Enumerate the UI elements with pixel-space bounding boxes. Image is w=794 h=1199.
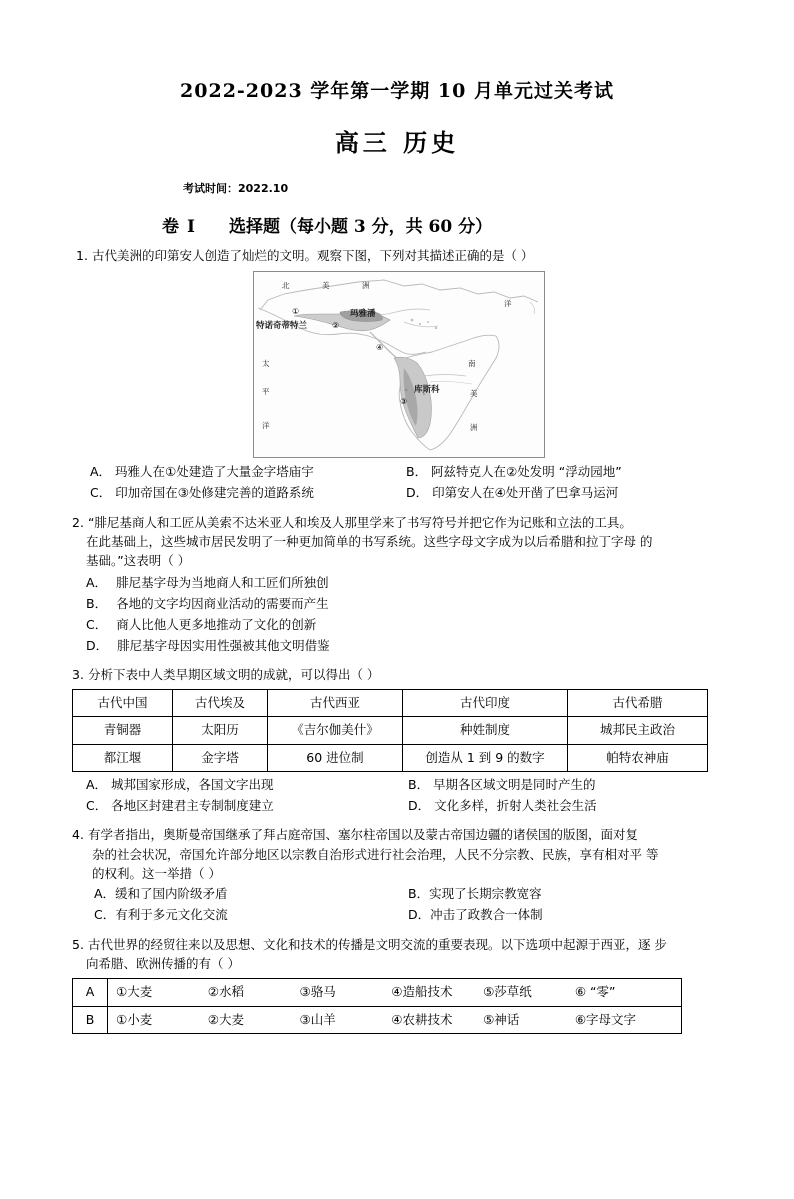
question-3-options-row-2 bbox=[86, 796, 722, 817]
question-2-number: 2. bbox=[72, 514, 84, 530]
question-2-stem-line-2: 在此基础上，这些城市居民发明了一种更加简单的书写系统。这些字母文字成为以后希腊和拉丁字母 的 bbox=[86, 534, 653, 549]
map-label-america-s: 美 bbox=[470, 389, 478, 399]
question-4-options bbox=[72, 884, 722, 925]
question-5-stem-line-1: 古代世界的经贸往来以及思想、文化和技术的传播是文明交流的重要表现。以下选项中起源于西亚，逐 步 bbox=[87, 936, 667, 952]
question-3-option-b[interactable]: B． 早期各区域文明是同时产生的 bbox=[408, 776, 596, 792]
q5-b-item-3: ③山羊 bbox=[299, 1011, 336, 1027]
question-1-option-d[interactable]: D． 印第安人在④处开凿了巴拿马运河 bbox=[406, 485, 619, 500]
question-3-option-c[interactable]: C． 各地区封建君主专制制度建立 bbox=[86, 797, 274, 813]
q3-r2-c4: 创造从 1 到 9 的数字 bbox=[403, 744, 568, 771]
q3-header-greece: 古代希腊 bbox=[568, 690, 708, 717]
table-row bbox=[73, 717, 708, 744]
question-4-number: 4. bbox=[72, 827, 84, 843]
question-3-stem: 分析下表中人类早期区域文明的成就，可以得出（ ） bbox=[87, 666, 380, 682]
q5-row-b-key: B bbox=[73, 1006, 108, 1033]
map-label-america-n: 美 bbox=[322, 281, 330, 291]
question-2-stem-line-1: “腓尼基商人和工匠从美索不达米亚人和埃及人那里学来了书写符号并把它作为记账和立法的工具。 bbox=[87, 514, 632, 530]
question-1-stem: 古代美洲的印第安人创造了灿烂的文明。观察下图，下列对其描述正确的是（ ） bbox=[91, 248, 534, 263]
table-row bbox=[73, 744, 708, 771]
map-label-continent-s: 洲 bbox=[470, 423, 478, 433]
question-2 bbox=[0, 513, 794, 656]
question-1-number: 1. bbox=[76, 248, 88, 263]
q3-r1-c4: 种姓制度 bbox=[403, 717, 568, 744]
q5-b-item-4: ④农耕技术 bbox=[391, 1011, 453, 1027]
question-4-stem-line-2: 杂的社会状况，帝国允许部分地区以宗教自治形式进行社会治理，人民不分宗教、民族，享有相对平 等 bbox=[92, 846, 659, 862]
exam-time-label: 考试时间：2022.10 bbox=[183, 182, 289, 195]
question-2-option-d-key: D． bbox=[86, 637, 109, 653]
question-2-option-a-key: A． bbox=[86, 574, 108, 590]
question-3-options-row-1 bbox=[86, 775, 722, 796]
table-row bbox=[73, 1006, 682, 1033]
map-marker-4: ④ bbox=[376, 343, 384, 353]
map-label-south: 南 bbox=[468, 359, 476, 369]
americas-map-svg bbox=[254, 272, 542, 455]
section-header bbox=[162, 212, 794, 237]
question-4-option-c[interactable]: C．有利于多元文化交流 bbox=[94, 906, 228, 922]
question-2-option-b-key: B． bbox=[86, 595, 108, 611]
map-marker-3: ③ bbox=[400, 397, 408, 407]
question-1-option-c[interactable]: C． 印加帝国在③处修建完善的道路系统 bbox=[90, 485, 314, 500]
question-5-number: 5. bbox=[72, 936, 84, 952]
question-3-option-d[interactable]: D． 文化多样，折射人类社会生活 bbox=[408, 797, 597, 813]
q5-b-item-5: ⑤神话 bbox=[483, 1011, 520, 1027]
question-1-option-b[interactable]: B． 阿兹特克人在②处发明 “浮动园地” bbox=[406, 464, 622, 480]
q3-r2-c2: 金字塔 bbox=[173, 744, 268, 771]
q5-a-item-6: ⑥ “零” bbox=[574, 984, 616, 1000]
question-2-option-d-text: 腓尼基字母因实用性强被其他文明借鉴 bbox=[117, 637, 330, 653]
q5-b-item-2: ②大麦 bbox=[207, 1011, 244, 1027]
map-marker-1: ① bbox=[292, 307, 300, 317]
question-2-option-b[interactable] bbox=[86, 593, 722, 614]
map-site-mayapan-label: 玛雅潘 bbox=[350, 309, 376, 320]
question-1-options bbox=[76, 462, 722, 503]
q3-r1-c2: 太阳历 bbox=[173, 717, 268, 744]
section-volume-label: 卷 bbox=[162, 217, 181, 237]
question-4-option-b[interactable]: B．实现了长期宗教宽容 bbox=[408, 886, 542, 902]
question-2-option-c[interactable] bbox=[86, 614, 722, 635]
americas-map bbox=[253, 271, 545, 458]
question-3-table bbox=[72, 689, 708, 772]
q3-r2-c5: 帕特农神庙 bbox=[568, 744, 708, 771]
question-3-number: 3. bbox=[72, 666, 84, 682]
q3-r1-c3: 《吉尔伽美什》 bbox=[268, 717, 403, 744]
question-3-option-a[interactable]: A． 城邦国家形成，各国文字出现 bbox=[86, 776, 274, 792]
q3-r2-c3: 60 进位制 bbox=[268, 744, 403, 771]
section-type-label: 选择题（每小题 3 分，共 60 分） bbox=[228, 217, 493, 237]
question-2-option-a[interactable] bbox=[86, 572, 722, 593]
question-1 bbox=[0, 246, 794, 504]
map-label-ocean-e: 洋 bbox=[504, 299, 512, 309]
q3-r1-c5: 城邦民主政治 bbox=[568, 717, 708, 744]
question-2-options bbox=[72, 572, 722, 656]
q3-r2-c1: 都江堰 bbox=[73, 744, 173, 771]
question-3 bbox=[0, 665, 794, 816]
question-4-stem-line-1: 有学者指出，奥斯曼帝国继承了拜占庭帝国、塞尔柱帝国以及蒙古帝国边疆的诸侯国的版图，面对复 bbox=[87, 827, 638, 843]
map-label-pacific-1: 太 bbox=[262, 359, 270, 369]
map-label-north: 北 bbox=[282, 281, 290, 291]
question-5-table bbox=[72, 978, 682, 1034]
question-2-option-d[interactable] bbox=[86, 635, 722, 656]
map-label-pacific-3: 洋 bbox=[262, 421, 270, 431]
q5-b-item-6: ⑥字母文字 bbox=[574, 1011, 637, 1027]
q3-header-india: 古代印度 bbox=[403, 690, 568, 717]
table-row bbox=[73, 979, 682, 1006]
q5-row-b-items bbox=[108, 1006, 682, 1033]
map-marker-2: ② bbox=[332, 321, 340, 331]
q5-a-item-3: ③骆马 bbox=[299, 984, 336, 1000]
question-2-option-c-key: C． bbox=[86, 616, 108, 632]
q3-header-china: 古代中国 bbox=[73, 690, 173, 717]
q5-a-item-1: ①大麦 bbox=[116, 984, 153, 1000]
question-2-option-b-text: 各地的文字均因商业活动的需要而产生 bbox=[116, 595, 329, 611]
question-4-stem-line-3: 的权利。这一举措（ ） bbox=[92, 865, 221, 881]
question-5-stem-line-2: 向希腊、欧洲传播的有（ ） bbox=[86, 955, 240, 971]
question-1-option-a[interactable]: A． 玛雅人在①处建造了大量金字塔庙宇 bbox=[90, 464, 314, 480]
table-row-header bbox=[73, 690, 708, 717]
page-title: 2022-2023 学年第一学期 10 月单元过关考试 bbox=[180, 80, 614, 102]
page-subtitle: 高三 历史 bbox=[334, 128, 460, 157]
q5-a-item-5: ⑤莎草纸 bbox=[483, 984, 532, 1000]
map-site-tenochtitlan-label: 特诺奇蒂特兰 bbox=[256, 321, 308, 332]
q5-b-item-1: ①小麦 bbox=[116, 1011, 153, 1027]
question-1-figure bbox=[76, 271, 722, 458]
question-5 bbox=[0, 935, 794, 1034]
question-4-option-d[interactable]: D．冲击了政教合一体制 bbox=[408, 906, 543, 922]
question-4 bbox=[0, 825, 794, 925]
q5-a-item-2: ②水稻 bbox=[207, 984, 244, 1000]
q5-row-b-items-list bbox=[116, 1012, 679, 1028]
section-roman-numeral: Ⅰ bbox=[187, 217, 195, 237]
q3-r1-c1: 青铜器 bbox=[73, 717, 173, 744]
q5-row-a-key: A bbox=[73, 979, 108, 1006]
question-2-option-c-text: 商人比他人更多地推动了文化的创新 bbox=[116, 616, 317, 632]
question-3-options bbox=[72, 775, 722, 816]
question-2-option-a-text: 腓尼基字母为当地商人和工匠们所独创 bbox=[116, 574, 329, 590]
q3-header-egypt: 古代埃及 bbox=[173, 690, 268, 717]
question-4-option-a[interactable]: A．缓和了国内阶级矛盾 bbox=[94, 886, 228, 902]
exam-page bbox=[0, 76, 794, 1199]
q5-row-a-items bbox=[108, 979, 682, 1006]
question-2-stem bbox=[88, 513, 722, 532]
map-label-continent-n: 洲 bbox=[362, 281, 370, 291]
q5-a-item-4: ④造船技术 bbox=[391, 984, 453, 1000]
q5-row-a-items-list bbox=[116, 984, 679, 1000]
map-site-cusco-label: 库斯科 bbox=[414, 385, 440, 396]
question-2-stem-line-3: 基础。”这表明（ ） bbox=[86, 553, 191, 569]
map-label-pacific-2: 平 bbox=[262, 387, 270, 397]
q3-header-westasia: 古代西亚 bbox=[268, 690, 403, 717]
